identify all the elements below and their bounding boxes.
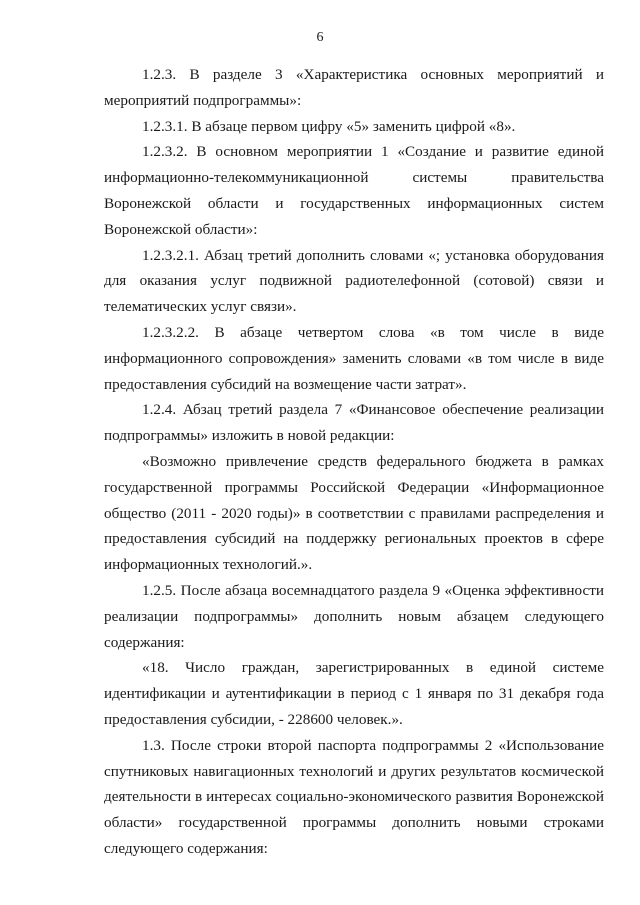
paragraph-1-3: 1.3. После строки второй паспорта подпрограммы 2 «Использование спутниковых навигационных технологий и других результатов космической деятельности в интересах социально-экономического развития Воронежской области» государственной программы дополнить новыми строками следующего содержания: [104, 736, 604, 857]
paragraph-1-2-3: 1.2.3. В разделе 3 «Характеристика основных мероприятий и мероприятий подпрограммы»: [104, 66, 604, 109]
page-number: 6 [316, 30, 324, 45]
document-body [104, 62, 604, 862]
paragraph-quote-funding: «Возможно привлечение средств федерального бюджета в рамках государственной программы Российской Федерации «Информационное общество (2011 - 2020 годы)» в соответствии с правилами распределения и предоставления субсидий на поддержку региональных проектов в сфере информационных технологий.». [104, 452, 604, 574]
paragraph-1-2-3-2-2: 1.2.3.2.2. В абзаце четвертом слова «в том числе в виде информационного сопровождения» заменить словами «в том числе в виде предоставления субсидий на возмещение части затрат». [104, 323, 604, 393]
paragraph-1-2-5: 1.2.5. После абзаца восемнадцатого раздела 9 «Оценка эффективности реализации подпрограммы» дополнить новым абзацем следующего содержания: [104, 581, 604, 651]
paragraph-quote-18: «18. Число граждан, зарегистрированных в единой системе идентификации и аутентификации в период с 1 января по 31 декабря года предоставления субсидии, - 228600 человек.». [104, 659, 604, 728]
paragraph-1-2-3-1: 1.2.3.1. В абзаце первом цифру «5» заменить цифрой «8». [142, 117, 516, 135]
paragraph-1-2-4: 1.2.4. Абзац третий раздела 7 «Финансовое обеспечение реализации подпрограммы» изложить в новой редакции: [104, 401, 604, 445]
paragraph-1-2-3-2-1: 1.2.3.2.1. Абзац третий дополнить словами «; установка оборудования для оказания услуг подвижной радиотелефонной (сотовой) связи и телематических услуг связи». [104, 246, 604, 316]
paragraph-1-2-3-2: 1.2.3.2. В основном мероприятии 1 «Создание и развитие единой информационно-телекоммуникационной системы правительства Воронежской области и государственных информационных систем Воронежской области»: [104, 143, 604, 238]
